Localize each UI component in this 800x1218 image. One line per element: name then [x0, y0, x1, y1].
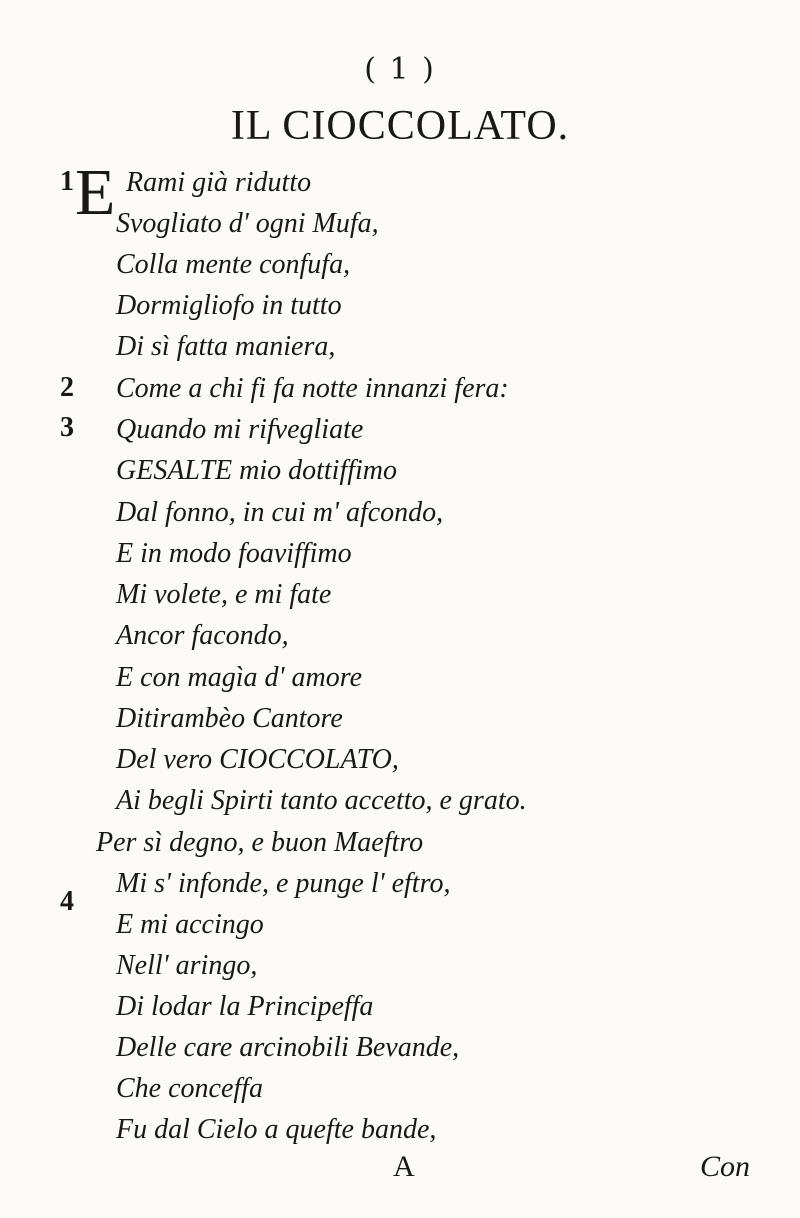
verse-line: Ditirambèo Cantore [116, 703, 343, 734]
verse-line: Per sì degno, e buon Maeftro [96, 827, 424, 858]
verse-line: Mi s' infonde, e punge l' eftro, [116, 868, 451, 899]
verse-line: Di lodar la Principeffa [116, 991, 374, 1022]
verse-line: Ai begli Spirti tanto accetto, e grato. [116, 785, 527, 816]
verse-line: GESALTE mio dottiffimo [116, 455, 398, 486]
line-number: 4 [60, 886, 74, 917]
verse-line: Rami già ridutto [126, 167, 312, 198]
verse-line: Fu dal Cielo a quefte bande, [116, 1114, 437, 1145]
page-number: ( 1 ) [364, 52, 436, 87]
page-title: IL CIOCCOLATO. [230, 103, 570, 149]
verse-line: Svogliato d' ogni Mufa, [116, 208, 379, 239]
verse-line: Dal fonno, in cui m' afcondo, [116, 497, 444, 528]
verse-line: Dormigliofo in tutto [116, 290, 342, 321]
verse-line: E mi accingo [116, 909, 264, 940]
line-number: 1 [60, 166, 74, 197]
line-number: 2 [60, 372, 74, 403]
verse-line: Che conceffa [116, 1073, 263, 1104]
verse-line: Colla mente confufa, [116, 249, 351, 280]
verse-line: Delle care arcinobili Bevande, [116, 1032, 460, 1063]
verse-line: E con magìa d' amore [116, 662, 363, 693]
verse-line: E in modo foaviffimo [116, 538, 352, 569]
verse-line: Del vero CIOCCOLATO, [116, 744, 399, 775]
signature-mark: A [393, 1150, 415, 1183]
verse-line: Come a chi fi fa notte innanzi fera: [116, 373, 509, 404]
line-number: 3 [60, 412, 74, 443]
verse-line: Di sì fatta maniera, [116, 331, 336, 362]
verse-line: Nell' aringo, [116, 950, 258, 981]
catchword: Con [700, 1150, 751, 1183]
drop-cap-initial: E [75, 156, 116, 229]
verse-line: Ancor facondo, [116, 620, 289, 651]
verse-line: Quando mi rifvegliate [116, 414, 364, 445]
verse-line: Mi volete, e mi fate [116, 579, 332, 610]
